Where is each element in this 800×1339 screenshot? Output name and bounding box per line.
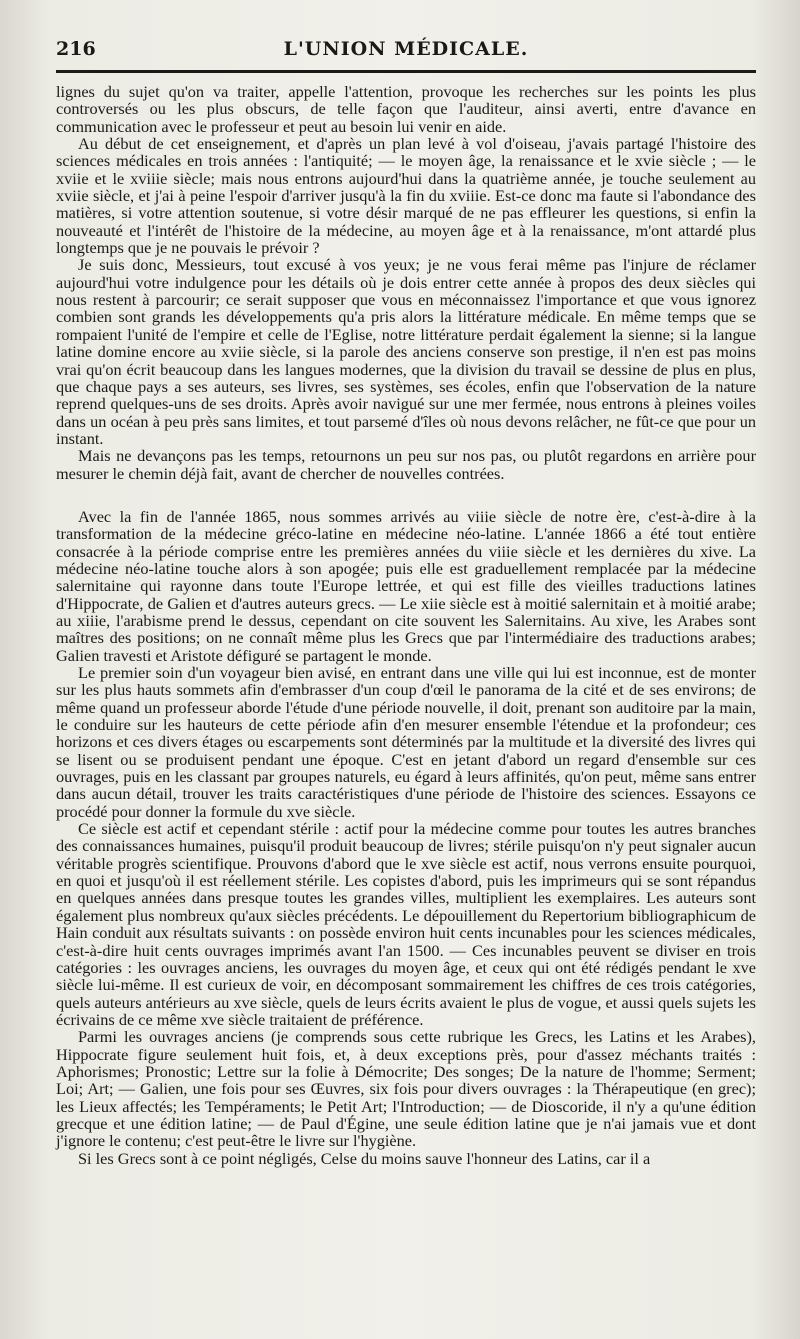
paragraph: lignes du sujet qu'on va traiter, appelle l'attention, provoque les recherches sur les points les plus controversés ou les plus obscurs, de telle façon que l'auditeur, ainsi averti, entre d'avance en communication avec le professeur et peut au besoin lui venir en aide. xyxy=(56,82,756,136)
paragraph: Le premier soin d'un voyageur bien avisé, en entrant dans une ville qui lui est inconnue, est de monter sur les plus hauts sommets afin d'embrasser d'un coup d'œil le panorama de la cité et de ses environs; de même quand un professeur aborde l'étude d'une période nouvelle, il doit, prenant son auditoire par la main, le conduire sur les hauteurs de cette période afin d'en mesurer ensemble l'étendue et la profondeur; ces horizons et ces divers étages ou escarpements sont déterminés par la multitude et la diversité des livres qui se lisent ou se produisent pendant une époque. C'est en jetant d'abord un regard d'ensemble sur ces ouvrages, puis en les classant par groupes naturels, eu égard à leurs affinités, qu'on peut, même sans entrer dans aucun détail, trouver les traits caractéristiques d'une période de l'histoire des sciences. Essayons ce procédé pour donner la formule du xve siècle. xyxy=(56,663,756,821)
paragraph: Au début de cet enseignement, et d'après un plan levé à vol d'oiseau, j'avais partagé l'histoire des sciences médicales en trois années : l'antiquité; — le moyen âge, la renaissance et le xvie siècle ; — le xviie et le xviiie siècle; mais nous entrons aujourd'hui dans la quatrième année, je touche seulement au xviie siècle, et j'ai à peine l'espoir d'arriver jusqu'à la fin du xviiie. Est-ce donc ma faute si l'abondance des matières, si votre attention soutenue, si votre désir marqué de ne pas effleurer les questions, si enfin la nouveauté et l'intérêt de l'histoire de la médecine, au moyen âge et à la renaissance, m'ont attardé plus longtemps que je ne pouvais le prévoir ? xyxy=(56,134,756,258)
header-rule xyxy=(56,70,756,73)
paragraph: Avec la fin de l'année 1865, nous sommes arrivés au viiie siècle de notre ère, c'est-à-dire à la transformation de la médecine gréco-latine en médecine néo-latine. L'année 1866 a été tout entière consacrée à la période comprise entre les premières années du viiie siècle et les dernières du xive. La médecine néo-latine touche alors à son apogée; puis elle est graduellement remplacée par la médecine salernitaine qui rayonne dans toute l'Europe lettrée, et qui est fille des vieilles traductions latines d'Hippocrate, de Galien et d'autres auteurs grecs. — Le xiie siècle est à moitié salernitain et à moitié arabe; au xiiie, l'arabisme prend le dessus, cependant on cite souvent les Salernitains. Au xive, les Arabes sont maîtres des positions; on ne connaît même plus les Grecs que par l'intermédiaire des traductions arabes; Galien travesti et Aristote défiguré se partagent le monde. xyxy=(56,506,756,665)
paragraph: Parmi les ouvrages anciens (je comprends sous cette rubrique les Grecs, les Latins et les Arabes), Hippocrate figure seulement huit fois, et, à deux exceptions près, pour d'assez méchants traités : Aphorismes; Pronostic; Lettre sur la folie à Démocrite; Des songes; De la nature de l'homme; Serment; Loi; Art; — Galien, une fois pour ses Œuvres, six fois pour divers ouvrages : la Thérapeutique (en grec); les Lieux affectés; les Tempéraments; le Petit Art; l'Introduction; — de Dioscoride, il n'y a qu'une édition grecque et une édition latine; — de Paul d'Égine, une seule édition latine que je n'ai jamais vue et dont j'ignore le contenu; c'est peut-être le livre sur l'hygiène. xyxy=(56,1027,756,1151)
paragraph: Ce siècle est actif et cependant stérile : actif pour la médecine comme pour toutes les autres branches des connaissances humaines, puisqu'il produit beaucoup de livres; stérile puisqu'on n'y peut signaler aucun véritable progrès scientifique. Prouvons d'abord que le xve siècle est actif, nous verrons ensuite pourquoi, en quoi et jusqu'où il est réellement stérile. Les copistes d'abord, puis les imprimeurs qui se sont répandus en quelques années dans presque toutes les grandes villes, multiplient les exemplaires. Les auteurs sont également plus nombreux qu'aux siècles précédents. Le dépouillement du Repertorium bibliographicum de Hain conduit aux résultats suivants : on possède environ huit cents incunables pour les sciences médicales, c'est-à-dire huit cents ouvrages imprimés avant l'an 1500. — Ces incunables peuvent se diviser en trois catégories : les ouvrages anciens, les ouvrages du moyen âge, et ceux qui ont été rédigés pendant le xve siècle lui-même. Il est curieux de voir, en décomposant sommairement les chiffres de ces trois catégories, quels auteurs antérieurs au xve siècle, quels de leurs écrits avaient le plus de vogue, et aussi quels sujets les écrivains de ce même xve siècle traitaient de préférence. xyxy=(56,819,756,1029)
paragraph: Je suis donc, Messieurs, tout excusé à vos yeux; je ne vous ferai même pas l'injure de réclamer aujourd'hui votre indulgence pour les détails où je dois entrer cette année à propos des deux siècles qui nous restent à parcourir; ce serait supposer que vous en méconnaissez l'importance et que vous ignorez combien sont grands les développements qu'a pris alors la littérature médicale. En même temps que se rompaient l'unité de l'empire et celle de l'Eglise, notre littérature perdait également la sienne; si la langue latine domine encore au xviie siècle, si la parole des anciens conserve son prestige, il n'en est pas moins vrai qu'on écrit beaucoup dans les langues modernes, que la division du travail se dessine de plus en plus, que chaque pays a ses auteurs, ses livres, ses systèmes, ses écoles, enfin que l'observation de la nature reprend quelques-uns de ses droits. Après avoir navigué sur une mer fermée, nous entrons à pleines voiles dans un océan à peu près sans limites, et tout parsemé d'îles où nous devons relâcher, ne fût-ce que pour un instant. xyxy=(56,255,756,448)
journal-title: L'UNION MÉDICALE. xyxy=(283,38,529,60)
page-number: 216 xyxy=(56,38,96,60)
body-text xyxy=(56,83,756,1167)
section-break xyxy=(56,482,756,508)
paragraph: Si les Grecs sont à ce point négligés, Celse du moins sauve l'honneur des Latins, car il a xyxy=(78,1148,651,1168)
paragraph: Mais ne devançons pas les temps, retournons un peu sur nos pas, ou plutôt regardons en arrière pour mesurer le chemin déjà fait, avant de chercher de nouvelles contrées. xyxy=(56,446,756,483)
running-header xyxy=(56,38,756,66)
